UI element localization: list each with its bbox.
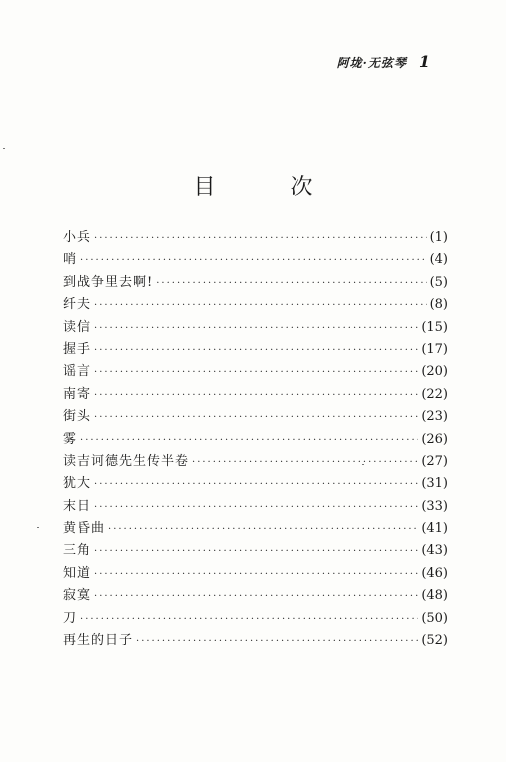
toc-entry-title: 末日 [63,498,92,514]
dot-leader [94,367,418,378]
scan-speck [362,464,364,465]
toc-entry-title: 三角 [63,543,92,559]
toc-entry-title: 犹大 [63,476,92,492]
toc-entry [63,226,448,248]
toc-entry-title: 寂寞 [63,588,92,604]
toc-entry-title: 南寄 [63,386,92,402]
toc-entry-page: (52) [421,633,448,649]
page-number: 1 [418,52,430,71]
toc-entry-title: 读吉诃德先生传半卷 [63,453,190,469]
toc-entry-page: (20) [421,364,448,380]
toc-entry [63,629,448,651]
dot-leader [94,412,418,423]
running-header [337,52,430,71]
toc-entry [63,517,448,539]
toc-entry-page: (17) [421,341,448,357]
scan-speck [37,527,39,528]
toc-entry-title: 读信 [63,319,92,335]
toc-entry-page: (33) [421,498,448,514]
dot-leader [156,278,426,289]
toc-entry [63,293,448,315]
dot-leader [94,390,418,401]
dot-leader [94,591,418,602]
dot-leader [94,233,427,244]
toc-entry-title: 街头 [63,409,92,425]
toc-entry [63,360,448,382]
toc-entry [63,338,448,360]
toc-entry-page: (5) [429,274,448,290]
toc-entry [63,405,448,427]
toc-title: 目 次 [193,175,347,200]
dot-leader [94,323,418,334]
dot-leader [192,457,418,468]
toc-entry [63,607,448,629]
toc-entry-title: 谣言 [63,364,92,380]
dot-leader [80,435,418,446]
toc-entry-title: 到战争里去啊! [63,274,154,290]
dot-leader [94,345,418,356]
toc-entry-page: (22) [421,386,448,402]
toc-entry-page: (4) [429,252,448,268]
toc-entry-page: (8) [429,297,448,313]
toc-entry [63,383,448,405]
dot-leader [80,255,427,266]
toc-entry [63,428,448,450]
toc-list [63,226,448,651]
scan-speck [3,148,5,149]
toc-entry-page: (48) [421,588,448,604]
dot-leader [94,569,418,580]
dot-leader [94,479,418,490]
toc-entry-title: 哨 [63,252,78,268]
toc-entry [63,248,448,270]
toc-entry-title: 刀 [63,610,78,626]
dot-leader [94,502,418,513]
toc-entry-title: 再生的日子 [63,633,134,649]
toc-entry-title: 雾 [63,431,78,447]
toc-entry-page: (15) [421,319,448,335]
dot-leader [108,524,418,535]
toc-entry [63,450,448,472]
toc-entry-title: 握手 [63,341,92,357]
toc-entry [63,316,448,338]
toc-entry-page: (46) [421,565,448,581]
dot-leader [80,614,418,625]
toc-entry-page: (50) [421,610,448,626]
toc-entry [63,495,448,517]
toc-entry-title: 纤夫 [63,297,92,313]
toc-entry-page: (26) [421,431,448,447]
toc-entry-page: (1) [429,230,448,245]
toc-entry-page: (43) [421,543,448,559]
running-title: 阿垅·无弦琴 [336,56,407,70]
toc-entry-title: 小兵 [63,230,92,245]
toc-entry [63,271,448,293]
toc-entry-page: (27) [421,453,448,469]
dot-leader [94,546,418,557]
toc-entry-title: 知道 [63,565,92,581]
toc-entry [63,472,448,494]
toc-entry-page: (23) [421,409,448,425]
toc-entry-title: 黄昏曲 [63,521,106,537]
toc-entry [63,539,448,561]
dot-leader [94,300,427,311]
toc-entry [63,584,448,606]
toc-entry [63,562,448,584]
toc-entry-page: (41) [421,521,448,537]
dot-leader [136,636,418,647]
toc-entry-page: (31) [421,476,448,492]
